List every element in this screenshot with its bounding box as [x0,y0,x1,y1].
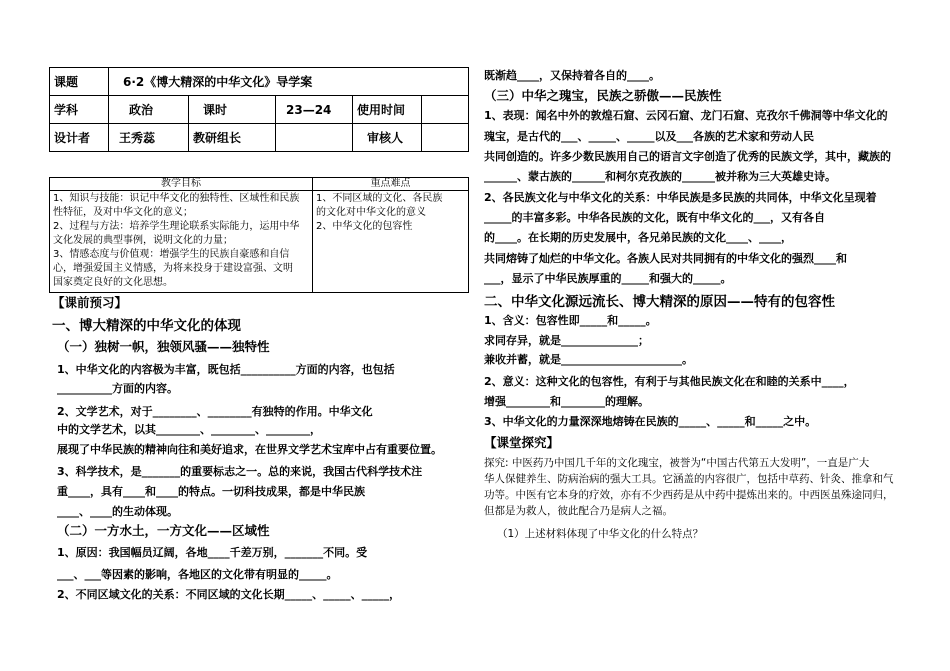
text-line: 2、不同区域文化的关系：不同区域的文化长期_____、_____、_____， [57,588,401,601]
objective-line: 文化发展的典型事例，说明文化的力量； [53,235,233,246]
subject-value: 政治 [109,96,189,124]
text-line: ___、___等因素的影响，各地区的文化带有明显的_____。 [57,568,338,581]
text-line: ___，显示了中华民族厚重的_____和强大的_____。 [484,272,732,285]
sub2-title: （二）一方水土，一方文化——区域性 [57,523,270,538]
question-1: （1）上述材料体现了中华文化的什么特点？ [497,528,704,540]
use-time-label: 使用时间 [353,96,422,124]
text-line: 展现了中华民族的精神向往和美好追求，在世界文学艺术宝库中占有重要位置。 [57,443,442,456]
text-line: 共同熔铸了灿烂的中华文化。各族人民对共同拥有的中华文化的强烈____和 [484,252,847,265]
text-line: 求同存异，就是______________； [484,334,649,347]
objectives-header: 教学目标 [50,178,313,191]
objectives-table [49,177,469,293]
text-line: _____的丰富多彩。中华各民族的文化，既有中华文化的___，又有各自 [484,211,825,224]
preview-title: 【课前预习】 [52,295,128,310]
text-line: ______、蒙古族的______和柯尔克孜族的______被并称为三大英雄史诗。 [484,170,836,183]
text-line: 2、意义：这种文化的包容性，有利于与其他民族文化在和睦的关系中____， [484,375,855,388]
explore-text-line: 华人保健养生、防病治病的强大工具。它涵盖的内容很广，包括中草药、针灸、推拿和气 [484,473,894,485]
reviewer-value [422,124,469,152]
keypoint-line: 的文化对中华文化的意义 [316,207,426,218]
text-line: 2、各民族文化与中华文化的关系：中华民族是多民族的共同体，中华文化呈现着 [484,191,877,204]
lesson-info-table [49,67,469,152]
sub1-title: （一）独树一帜，独领风骚——独特性 [57,339,270,354]
period-label: 课时 [189,96,276,124]
text-line: 瑰宝，是古代的___、_____、_____以及___各族的艺术家和劳动人民 [484,130,814,143]
text-line: 的____。在长期的历史发展中，各兄弟民族的文化____、____， [484,231,792,244]
text-line: 3、科学技术，是_______的重要标志之一。总的来说，我国古代科学技术注 [57,465,423,478]
explore-title: 【课堂探究】 [484,435,560,450]
text-line: 中的文学艺术，以其________、________、________， [57,423,321,436]
keypoint-line: 1、不同区域的文化、各民族 [316,193,443,204]
objective-line: 2、过程与方法：培养学生理论联系实际能力，运用中华 [53,221,300,232]
text-line: 3、中华文化的力量深深地熔铸在民族的_____、_____和_____之中。 [484,415,817,428]
objective-line: 1、知识与技能：识记中华文化的独特性、区域性和民族 [53,193,300,204]
reviewer-label: 审核人 [353,124,422,152]
text-line: 1、原因：我国幅员辽阔，各地____千差万别，_______不同。受 [57,546,368,559]
topic-label: 课题 [50,68,109,96]
text-line: 1、表现：闻名中外的敦煌石窟、云冈石窟、龙门石窟、克孜尔千佛洞等中华文化的 [484,109,888,122]
objective-line: 心，增强爱国主义情感，为将来投身于建设富强、文明 [53,263,293,274]
text-line: 重____，具有____和____的特点。一切科技成果，都是中华民族 [57,485,365,498]
section1-title: 一、博大精深的中华文化的体现 [52,318,241,334]
text-line: 兼收并蓄，就是______________________。 [484,353,693,366]
text-line: 共同创造的。许多少数民族用自己的语言文字创造了优秀的民族文学，其中，藏族的 [484,150,891,163]
designer-value: 王秀蕊 [109,124,189,152]
explore-text-line: 功等。中医有它本身的疗效，亦有不少西药是从中药中提炼出来的。中西医虽殊途同归， [484,489,894,501]
objectives-body [50,191,313,293]
sub3-title: （三）中华之瑰宝，民族之骄傲——民族性 [484,88,722,103]
explore-text-line: 但都是为救人，彼此配合乃是病人之福。 [484,505,673,517]
keypoint-line: 2、中华文化的包容性 [316,221,413,232]
text-line: __________方面的内容。 [57,382,178,395]
topic-value: 6·2《博大精深的中华文化》导学案 [109,68,469,96]
period-value: 23—24 [276,96,353,124]
keypoints-header: 重点难点 [313,178,469,191]
text-line: 2、文学艺术，对于________、________有独特的作用。中华文化 [57,405,373,418]
subject-label: 学科 [50,96,109,124]
objective-line: 性特征，及对中华文化的意义； [53,207,193,218]
objective-line: 国家奠定良好的文化思想。 [53,277,173,288]
use-time-value [422,96,469,124]
group-value [276,124,353,152]
group-label: 教研组长 [189,124,276,152]
text-line: 既渐趋____，又保持着各自的____。 [484,69,660,82]
text-line: 1、中华文化的内容极为丰富，既包括__________方面的内容，也包括 [57,363,395,376]
explore-text-line: 探究: 中医药乃中国几千年的文化瑰宝，被誉为“中国古代第五大发明”，一直是广大 [484,457,870,469]
text-line: 增强________和________的理解。 [484,395,649,408]
text-line: 1、含义：包容性即_____和_____。 [484,314,657,327]
text-line: ____、____的生动体现。 [57,505,178,518]
keypoints-body [313,191,469,293]
section2-title: 二、中华文化源远流长、博大精深的原因——特有的包容性 [484,294,835,310]
objective-line: 3、情感态度与价值观：增强学生的民族自豪感和自信 [53,249,290,260]
designer-label: 设计者 [50,124,109,152]
